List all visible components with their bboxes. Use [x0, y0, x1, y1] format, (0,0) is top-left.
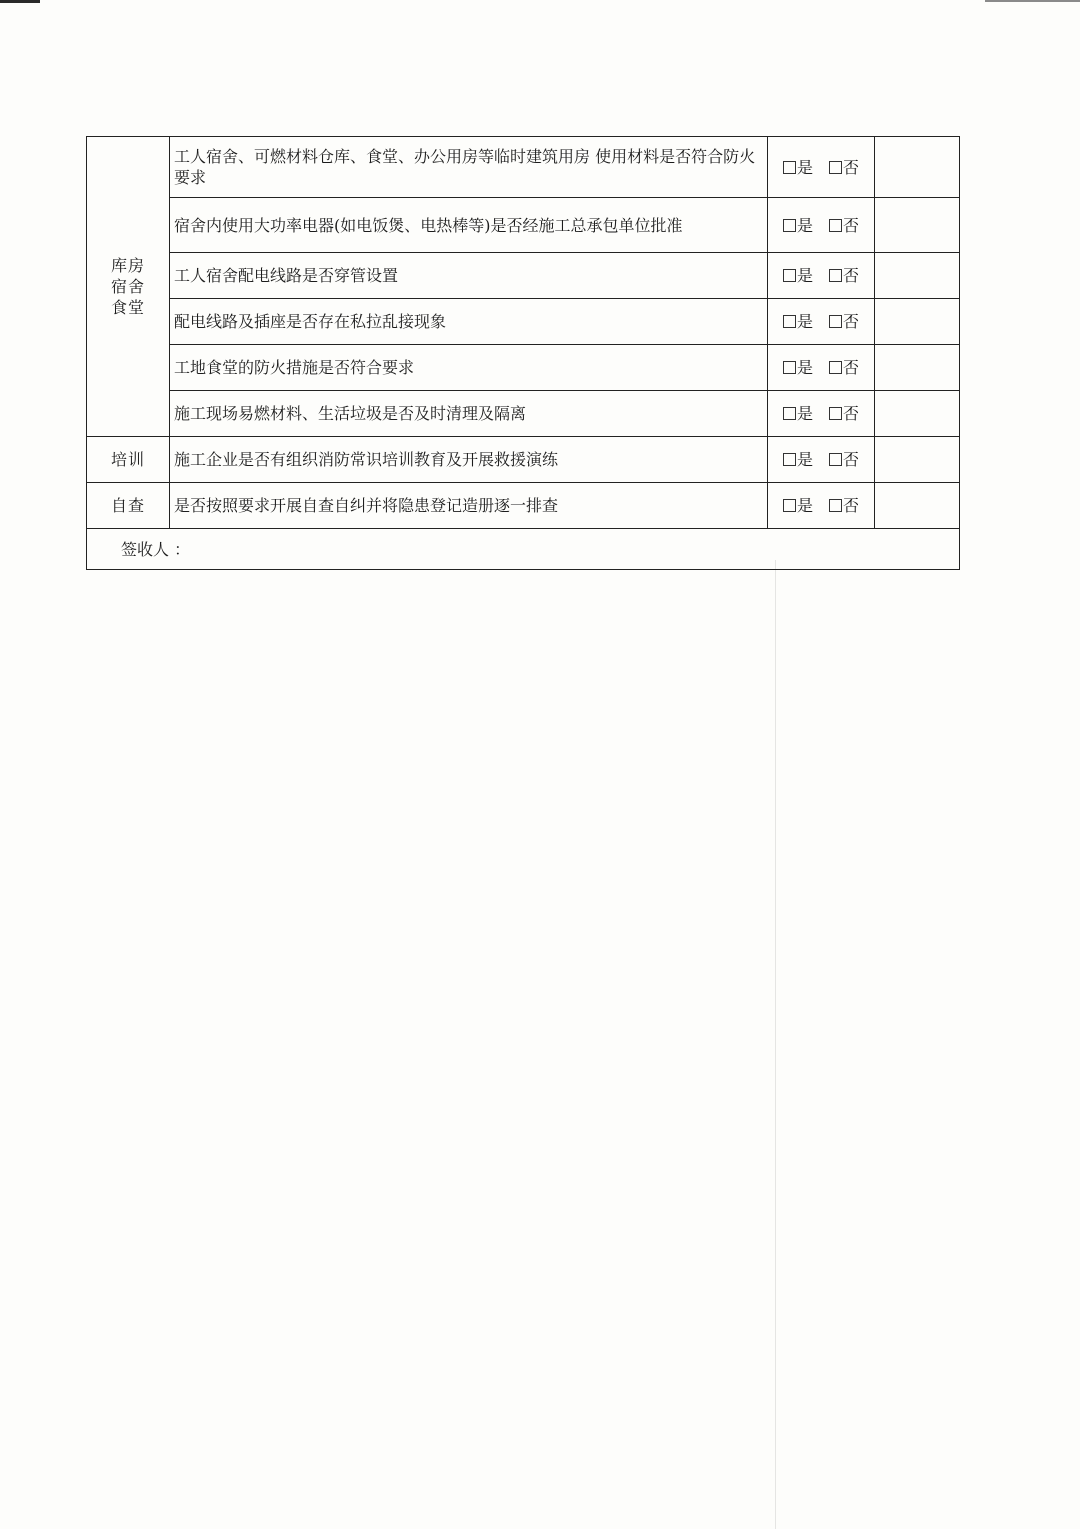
remark-cell[interactable] [875, 437, 960, 483]
no-option[interactable] [829, 265, 859, 286]
scan-fold-line [775, 560, 776, 1529]
yes-label: 是 [796, 496, 813, 515]
remark-cell[interactable] [875, 483, 960, 529]
no-option[interactable] [829, 449, 859, 470]
check-item-text: 宿舍内使用大功率电器(如电饭煲、电热棒等)是否经施工总承包单位批准 [170, 198, 768, 253]
remark-cell[interactable] [875, 299, 960, 345]
no-option[interactable] [829, 311, 859, 332]
yes-option[interactable] [783, 311, 813, 332]
signature-label: 签收人 ： [121, 539, 191, 559]
table-row [87, 299, 960, 345]
category-cell-self-inspection [87, 483, 170, 529]
fire-safety-checklist-table [86, 136, 960, 570]
remark-cell[interactable] [875, 198, 960, 253]
yes-label: 是 [796, 358, 813, 377]
no-label: 否 [843, 404, 860, 423]
yes-option[interactable] [783, 265, 813, 286]
check-item-text: 工人宿舍、可燃材料仓库、食堂、办公用房等临时建筑用房 使用材料是否符合防火要求 [170, 137, 768, 198]
check-item-text: 施工企业是否有组织消防常识培训教育及开展救援演练 [170, 437, 768, 483]
scan-edge-mark-left [0, 0, 40, 3]
table-row [87, 253, 960, 299]
no-label: 否 [843, 358, 860, 377]
checkbox-icon[interactable] [783, 161, 796, 174]
check-item-text: 工地食堂的防火措施是否符合要求 [170, 345, 768, 391]
check-item-text: 工人宿舍配电线路是否穿管设置 [170, 253, 768, 299]
category-cell-storage-dorm-canteen [87, 137, 170, 437]
checkbox-icon[interactable] [829, 361, 842, 374]
check-item-text: 配电线路及插座是否存在私拉乱接现象 [170, 299, 768, 345]
yes-no-options [768, 437, 875, 483]
yes-label: 是 [796, 450, 813, 469]
yes-label: 是 [796, 266, 813, 285]
checkbox-icon[interactable] [829, 407, 842, 420]
category-line: 库房 [110, 256, 145, 275]
no-label: 否 [843, 266, 860, 285]
yes-no-options [768, 198, 875, 253]
table-row [87, 437, 960, 483]
category-line: 自查 [110, 496, 145, 515]
checkbox-icon[interactable] [829, 499, 842, 512]
no-label: 否 [843, 496, 860, 515]
yes-label: 是 [796, 404, 813, 423]
category-cell-training [87, 437, 170, 483]
yes-option[interactable] [783, 449, 813, 470]
no-label: 否 [843, 157, 860, 177]
signature-row [87, 529, 960, 570]
check-item-text: 施工现场易燃材料、生活垃圾是否及时清理及隔离 [170, 391, 768, 437]
checkbox-icon[interactable] [829, 161, 842, 174]
category-line: 培训 [110, 450, 145, 469]
checkbox-icon[interactable] [783, 361, 796, 374]
yes-option[interactable] [783, 495, 813, 516]
table-row [87, 483, 960, 529]
checkbox-icon[interactable] [783, 269, 796, 282]
checkbox-icon[interactable] [783, 315, 796, 328]
table-row [87, 391, 960, 437]
no-option[interactable] [829, 215, 859, 236]
no-label: 否 [843, 215, 860, 235]
yes-label: 是 [796, 215, 813, 235]
table-row [87, 345, 960, 391]
checkbox-icon[interactable] [829, 453, 842, 466]
checkbox-icon[interactable] [783, 219, 796, 232]
check-item-text: 是否按照要求开展自查自纠并将隐患登记造册逐一排查 [170, 483, 768, 529]
yes-option[interactable] [783, 403, 813, 424]
table-row [87, 198, 960, 253]
yes-no-options [768, 345, 875, 391]
no-label: 否 [843, 312, 860, 331]
no-label: 否 [843, 450, 860, 469]
yes-option[interactable] [783, 215, 813, 236]
yes-option[interactable] [783, 157, 813, 178]
remark-cell[interactable] [875, 253, 960, 299]
no-option[interactable] [829, 357, 859, 378]
yes-label: 是 [796, 312, 813, 331]
table-row [87, 137, 960, 198]
remark-cell[interactable] [875, 391, 960, 437]
checkbox-icon[interactable] [783, 499, 796, 512]
yes-no-options [768, 483, 875, 529]
yes-no-options [768, 299, 875, 345]
yes-no-options [768, 253, 875, 299]
category-line: 宿舍 [110, 277, 145, 296]
checkbox-icon[interactable] [783, 407, 796, 420]
remark-cell[interactable] [875, 137, 960, 198]
yes-option[interactable] [783, 357, 813, 378]
no-option[interactable] [829, 157, 859, 178]
yes-label: 是 [796, 157, 813, 177]
checkbox-icon[interactable] [829, 315, 842, 328]
category-line: 食堂 [110, 298, 145, 317]
checkbox-icon[interactable] [783, 453, 796, 466]
checkbox-icon[interactable] [829, 269, 842, 282]
yes-no-options [768, 391, 875, 437]
yes-no-options [768, 137, 875, 198]
signature-cell[interactable] [87, 529, 960, 570]
scan-edge-mark-right [985, 0, 1080, 2]
remark-cell[interactable] [875, 345, 960, 391]
no-option[interactable] [829, 495, 859, 516]
no-option[interactable] [829, 403, 859, 424]
checkbox-icon[interactable] [829, 219, 842, 232]
